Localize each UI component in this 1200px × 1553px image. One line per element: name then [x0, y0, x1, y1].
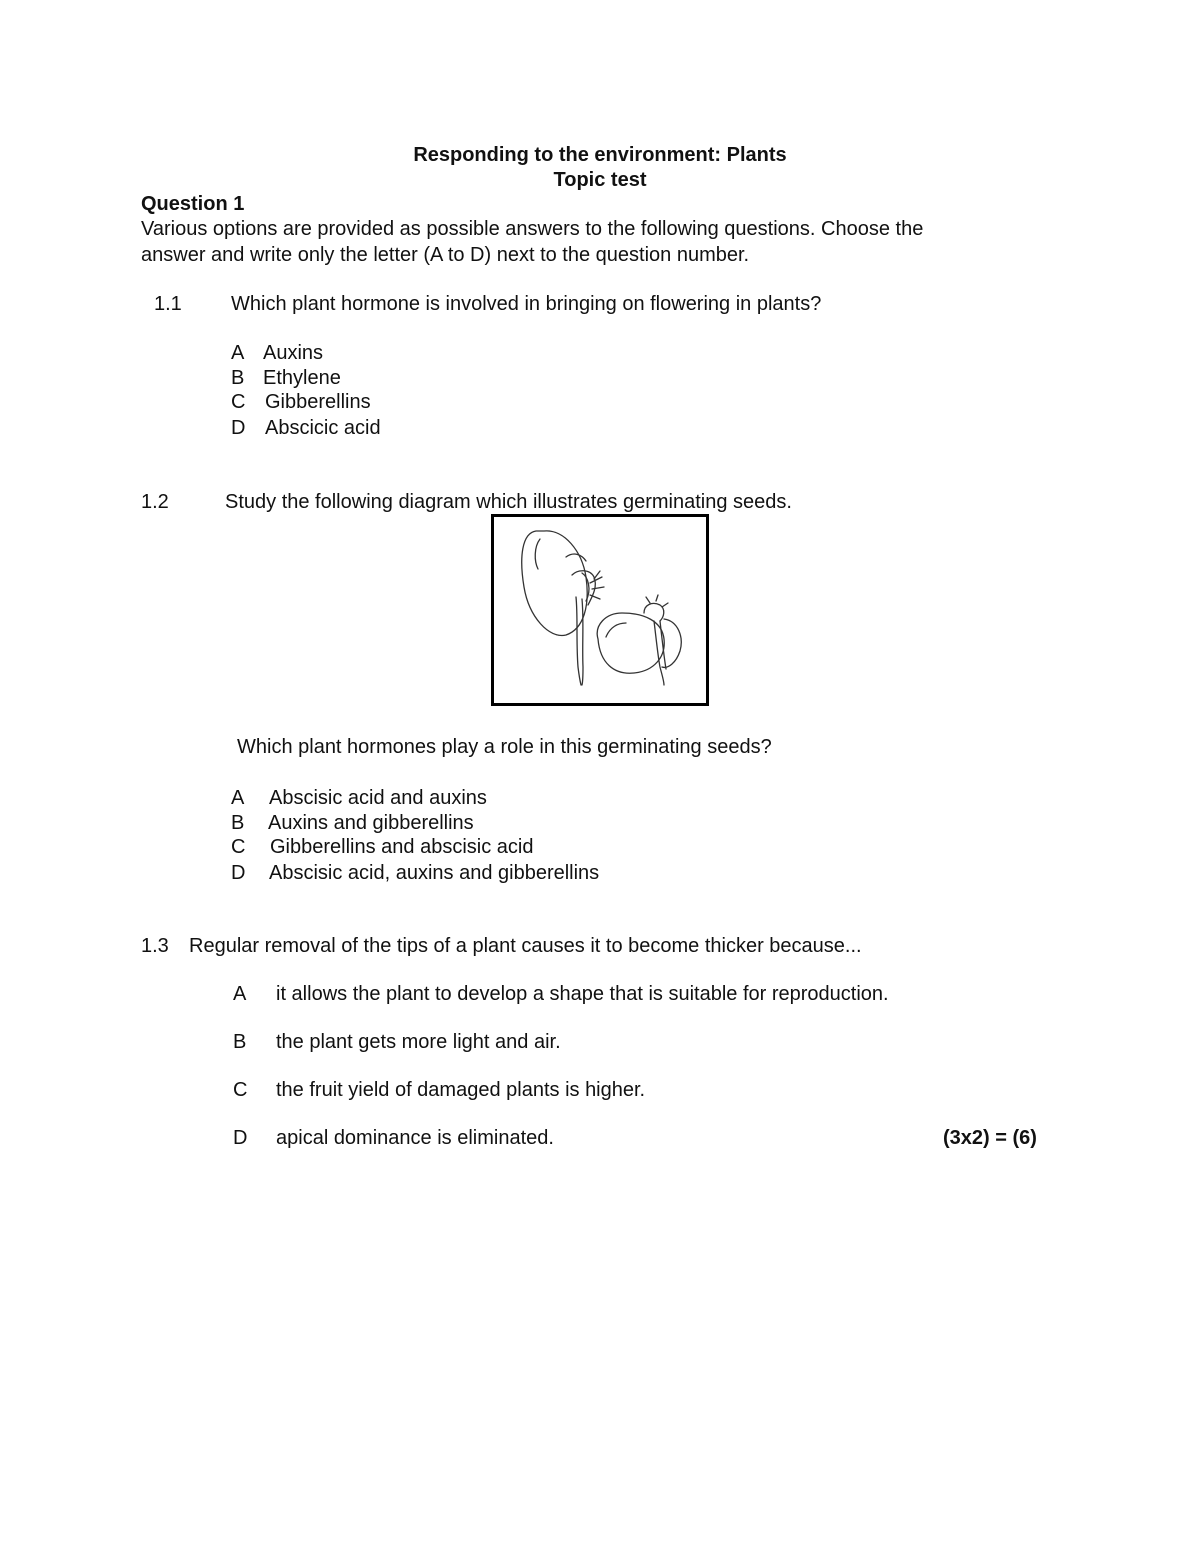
option-letter: B [231, 812, 245, 834]
option-letter: A [231, 787, 245, 809]
option-text: Abscisic acid, auxins and gibberellins [269, 862, 600, 884]
option-letter: D [233, 1127, 248, 1149]
marks-allocation: (3x2) = (6) [943, 1127, 1037, 1149]
option-text: the fruit yield of damaged plants is higher. [276, 1079, 646, 1101]
question-number-1-2: 1.2 [141, 491, 169, 513]
germinating-seeds-icon [494, 517, 706, 703]
option-letter: B [233, 1031, 247, 1053]
option-text: Auxins and gibberellins [268, 812, 474, 834]
option-text: Gibberellins and abscisic acid [270, 836, 534, 858]
question-prompt-1-2: Which plant hormones play a role in this germinating seeds? [237, 736, 772, 758]
instructions-line-2: answer and write only the letter (A to D) next to the question number. [141, 244, 750, 266]
option-text: Abscisic acid and auxins [269, 787, 487, 809]
question-number-1-3: 1.3 [141, 935, 169, 957]
question-text-1-2: Study the following diagram which illustrates germinating seeds. [225, 491, 792, 513]
option-letter: C [233, 1079, 248, 1101]
option-text: apical dominance is eliminated. [276, 1127, 554, 1149]
question-text-1-1: Which plant hormone is involved in bringing on flowering in plants? [231, 293, 822, 315]
instructions-line-1: Various options are provided as possible answers to the following questions. Choose the [141, 218, 924, 240]
option-letter: C [231, 391, 246, 413]
option-letter: D [231, 417, 246, 439]
option-text: Ethylene [263, 367, 341, 389]
option-letter: A [233, 983, 247, 1005]
page-subtitle: Topic test [553, 169, 647, 191]
option-text: Gibberellins [265, 391, 371, 413]
question-heading: Question 1 [141, 193, 245, 215]
option-text: the plant gets more light and air. [276, 1031, 561, 1053]
question-number-1-1: 1.1 [154, 293, 182, 315]
option-letter: A [231, 342, 245, 364]
germinating-seeds-figure [491, 514, 709, 706]
option-letter: C [231, 836, 246, 858]
option-text: it allows the plant to develop a shape that is suitable for reproduction. [276, 983, 889, 1005]
page-title: Responding to the environment: Plants [413, 144, 787, 166]
option-text: Auxins [263, 342, 324, 364]
question-text-1-3: Regular removal of the tips of a plant causes it to become thicker because... [189, 935, 862, 957]
option-text: Abscicic acid [265, 417, 381, 439]
option-letter: D [231, 862, 246, 884]
option-letter: B [231, 367, 245, 389]
